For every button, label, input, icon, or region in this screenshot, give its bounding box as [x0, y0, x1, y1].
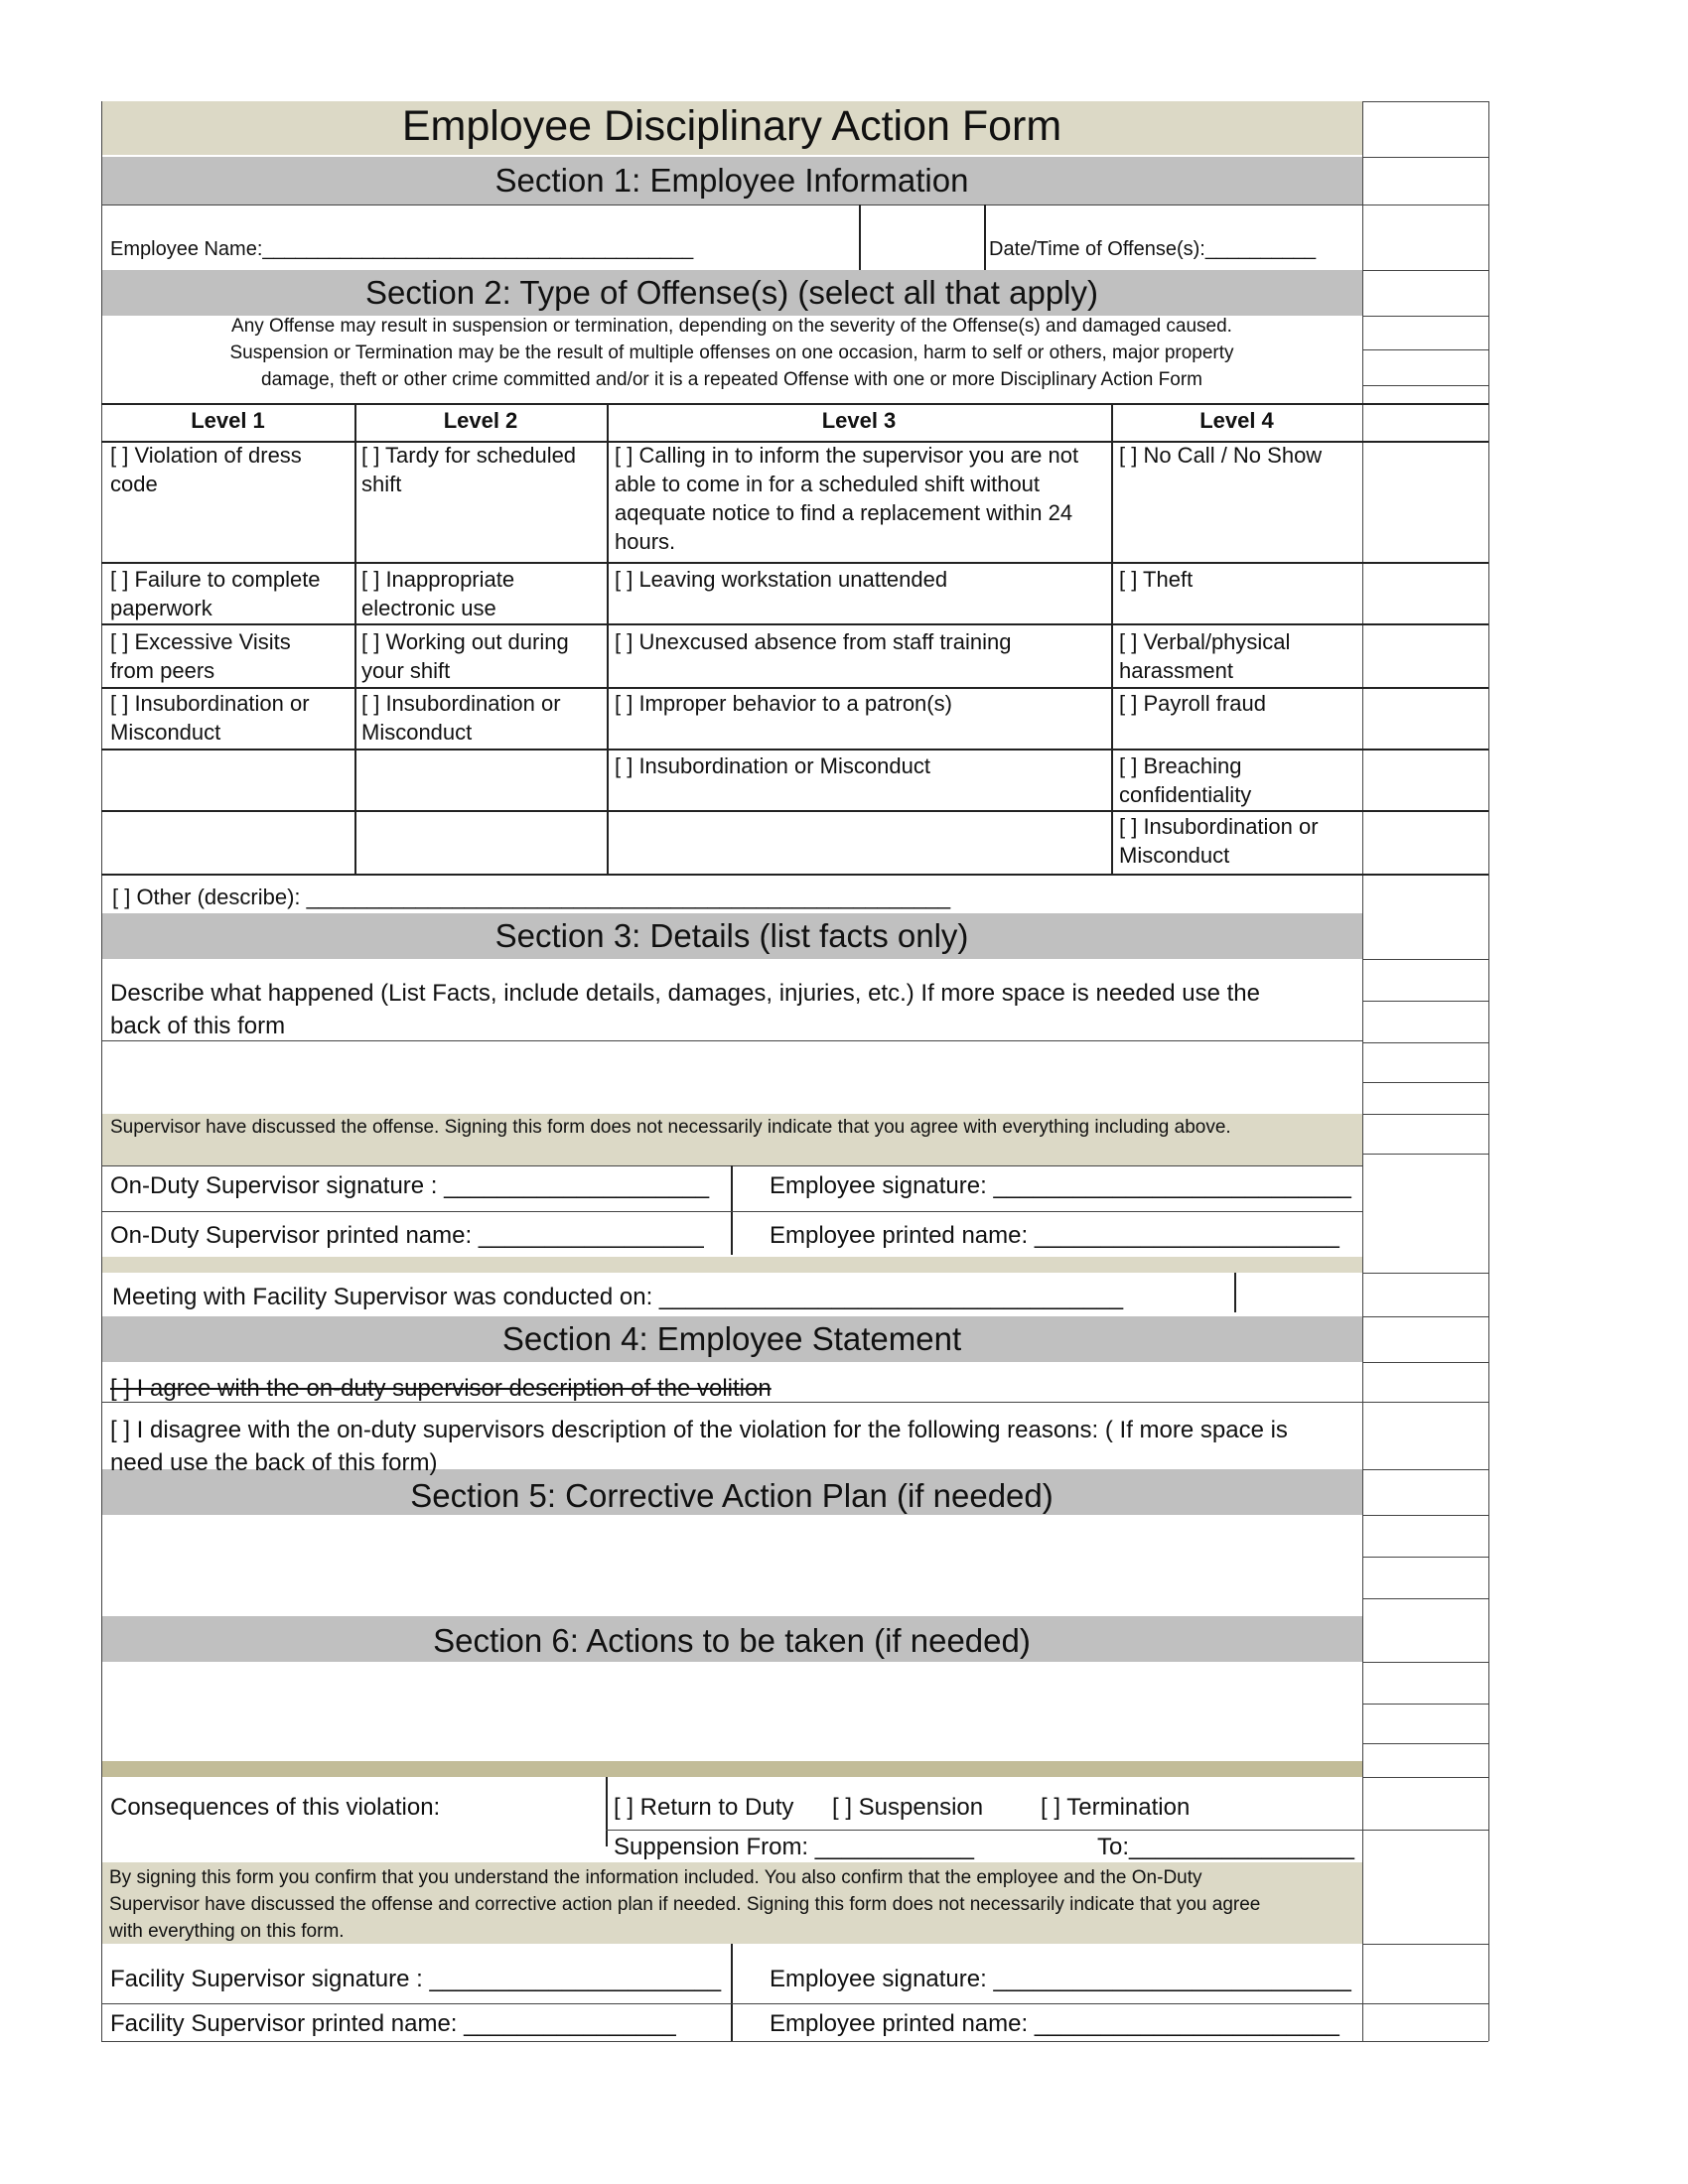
employee-signature[interactable]: Employee signature: ___________________________: [770, 1172, 1351, 1199]
consequences-label: Consequences of this violation:: [110, 1794, 441, 1821]
section2-intro-line2: Suspension or Termination may be the result of multiple offenses on one occasion, harm to self or others, major property: [229, 342, 1234, 363]
offense-calling-in[interactable]: [ ] Calling in to inform the supervisor you are not able to come in for a scheduled shift without aqequate notice to find a replacement within 24 hours.: [615, 443, 1079, 554]
suspension-to-field[interactable]: To:_________________: [1097, 1834, 1354, 1860]
facility-employee-signature[interactable]: Employee signature: ___________________________: [770, 1966, 1351, 1992]
offense-excessive-visits[interactable]: [ ] Excessive Visits from peers: [110, 629, 291, 683]
offense-theft[interactable]: [ ] Theft: [1119, 567, 1194, 592]
termination-option[interactable]: [ ] Termination: [1041, 1794, 1191, 1821]
right-edge-line: [1488, 101, 1489, 2041]
offense-breaching-confidentiality[interactable]: [ ] Breaching confidentiality: [1119, 753, 1252, 807]
section4-heading: Section 4: Employee Statement: [501, 1320, 962, 1357]
offense-insubordination-l2[interactable]: [ ] Insubordination or Misconduct: [361, 691, 561, 745]
facility-supervisor-printed-name[interactable]: Facility Supervisor printed name: ________________: [110, 2010, 676, 2037]
onduty-supervisor-printed-name[interactable]: On-Duty Supervisor printed name: _________________: [110, 1222, 704, 1249]
offense-harassment[interactable]: [ ] Verbal/physical harassment: [1119, 629, 1291, 683]
section1-heading: Section 1: Employee Information: [494, 162, 969, 199]
offense-payroll-fraud[interactable]: [ ] Payroll fraud: [1119, 691, 1266, 716]
agree-option[interactable]: [ ] I agree with the on-duty supervisor description of the volition: [110, 1375, 772, 1402]
form-title: Employee Disciplinary Action Form: [401, 102, 1062, 150]
section3-heading: Section 3: Details (list facts only): [494, 917, 969, 954]
details-describe-prompt: Describe what happened (List Facts, include details, damages, injuries, etc.) If more space is needed use the back of this form: [110, 980, 1260, 1039]
right-column-line: [1362, 101, 1363, 2041]
disagree-option[interactable]: [ ] I disagree with the on-duty supervisors description of the violation for the following reasons: ( If more space is need use the back of this form): [110, 1417, 1288, 1476]
section2-intro-line1: Any Offense may result in suspension or termination, depending on the severity of the Offense(s) and damaged caused.: [231, 316, 1232, 337]
onduty-supervisor-signature[interactable]: On-Duty Supervisor signature : ____________________: [110, 1172, 710, 1199]
suspension-option[interactable]: [ ] Suspension: [832, 1794, 984, 1821]
meeting-conducted-field[interactable]: Meeting with Facility Supervisor was conducted on: ___________________________________: [112, 1284, 1124, 1310]
section2-intro-line3: damage, theft or other crime committed and/or it is a repeated Offense with one or more Disciplinary Action Form: [261, 369, 1202, 390]
offense-other-field[interactable]: [ ] Other (describe): _____________________________________________________: [112, 885, 951, 909]
offense-insubordination-l4[interactable]: [ ] Insubordination or Misconduct: [1119, 814, 1319, 868]
offense-violation-dress-code[interactable]: [ ] Violation of dress code: [110, 443, 302, 496]
offense-insubordination-l1[interactable]: [ ] Insubordination or Misconduct: [110, 691, 310, 745]
divider-band: [101, 1257, 1362, 1273]
level3-header: Level 3: [821, 408, 897, 433]
section5-heading: Section 5: Corrective Action Plan (if needed): [410, 1477, 1054, 1514]
facility-employee-printed-name[interactable]: Employee printed name: _______________________: [770, 2010, 1339, 2037]
olive-band: [101, 1761, 1362, 1777]
employee-name-field[interactable]: Employee Name:_______________________________________: [110, 238, 694, 260]
supervisor-notice: Supervisor have discussed the offense. Signing this form does not necessarily indicate that you agree with everything including above.: [110, 1117, 1231, 1138]
level1-header: Level 1: [191, 408, 265, 433]
suspension-from-field[interactable]: Suppension From: ____________: [614, 1834, 974, 1860]
level2-header: Level 2: [443, 408, 518, 433]
offense-failure-paperwork[interactable]: [ ] Failure to complete paperwork: [110, 567, 321, 620]
return-to-duty-option[interactable]: [ ] Return to Duty: [614, 1794, 794, 1821]
section6-heading: Section 6: Actions to be taken (if needed): [433, 1622, 1031, 1659]
date-time-field[interactable]: Date/Time of Offense(s):__________: [989, 238, 1317, 260]
offense-tardy[interactable]: [ ] Tardy for scheduled shift: [361, 443, 577, 496]
offense-inappropriate-electronic[interactable]: [ ] Inappropriate electronic use: [361, 567, 515, 620]
offense-unexcused-absence[interactable]: [ ] Unexcused absence from staff training: [615, 629, 1012, 654]
offense-no-call-no-show[interactable]: [ ] No Call / No Show: [1119, 443, 1323, 468]
offense-insubordination-l3[interactable]: [ ] Insubordination or Misconduct: [615, 753, 930, 778]
offense-working-out[interactable]: [ ] Working out during your shift: [361, 629, 569, 683]
final-notice: By signing this form you confirm that you understand the information included. You also confirm that the employee and the On-Duty Supervisor have discussed the offense and corrective action plan if needed. Signing this form does not necessarily indicate that you agree with everything on this form.: [109, 1867, 1261, 1942]
employee-printed-name[interactable]: Employee printed name: _______________________: [770, 1222, 1339, 1249]
offense-improper-behavior[interactable]: [ ] Improper behavior to a patron(s): [615, 691, 952, 716]
level4-header: Level 4: [1199, 408, 1274, 433]
facility-supervisor-signature[interactable]: Facility Supervisor signature : ______________________: [110, 1966, 722, 1992]
section2-heading: Section 2: Type of Offense(s) (select all that apply): [365, 274, 1098, 311]
offense-leaving-workstation[interactable]: [ ] Leaving workstation unattended: [615, 567, 948, 592]
